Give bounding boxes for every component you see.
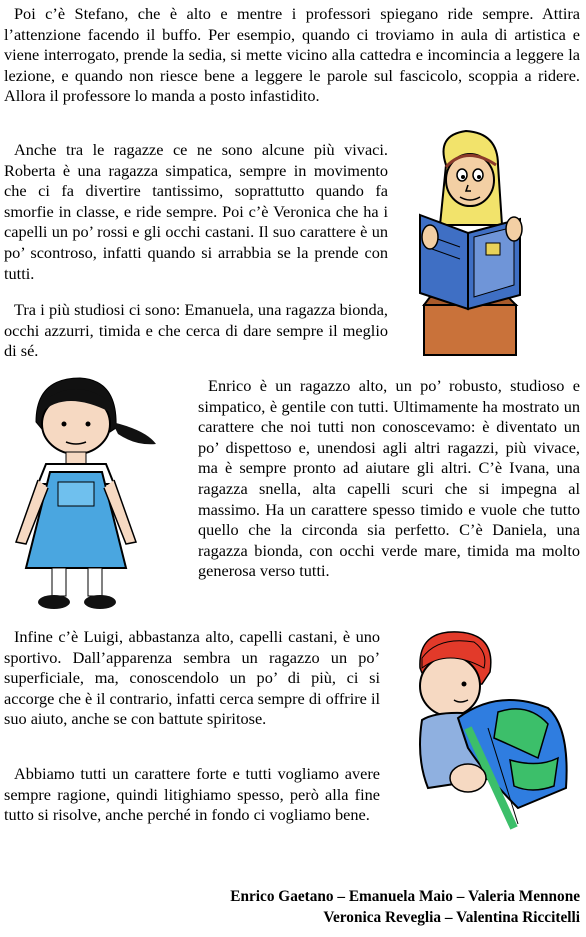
boy-with-backpack-icon: [398, 628, 580, 838]
authors-line-1: Enrico Gaetano – Emanuela Maio – Valeria Mennone: [230, 888, 580, 905]
paragraph-stefano: Poi c’è Stefano, che è alto e mentre i professori spiegano ride sempre. Attira l’attenzione facendo il buffo. Per esempio, quando ci troviamo in aula di artistica e viene interrogato, prende la sedia, si mette vicino alla cattedra e incomincia a leggere la lezione, e quando non riesce bene a leggere le parole sul fascicolo, scoppia a ridere. Allora il professore lo manda a posto infastidito.: [4, 4, 580, 106]
paragraph-conclusion: Abbiamo tutti un carattere forte e tutti vogliamo avere sempre ragione, quindi litighiamo spesso, però alla fine tutto si risolve, anche perché in fondo ci vogliamo bene.: [4, 764, 380, 825]
paragraph-roberta-veronica: Anche tra le ragazze ce ne sono alcune più vivaci. Roberta è una ragazza simpatica, sempre in movimento che ci fa divertire tantissimo, soprattutto quando fa smorfie in classe, e ride sempre. Poi c’è Veronica che ha i capelli un po’ rossi e gli occhi castani. Il suo carattere è un po’ scontroso, infatti quando si arrabbia se la prende con tutti.: [4, 140, 388, 283]
paragraph-enrico-ivana-daniela: Enrico è un ragazzo alto, un po’ robusto, studioso e simpatico, è gentile con tutti. Ultimamente ha mostrato un carattere che noi tutti non conoscevamo: è diventato un po’ dispettoso e, unendosi agli altri ragazzi, più vivace, ma è sempre pronto ad aiutare gli altri. C’è Ivana, una ragazza snella, alta capelli scuri che si impegna al massimo. Ha un carattere spesso timido e vuole che tutto quello che la circonda sia perfetto. C’è Daniela, una ragazza bionda, con occhi verde mare, timida ma molto generosa verso tutti.: [198, 376, 580, 581]
girl-in-blue-dress-icon: [6, 372, 166, 612]
paragraph-luigi: Infine c’è Luigi, abbastanza alto, capelli castani, è uno sportivo. Dall’apparenza sembra un ragazzo un po’ superficiale, ma, conoscendolo un po’ di più, ci si accorge che è il contrario, infatti cerca sempre di offrire il suo aiuto, anche se con battute spiritose.: [4, 627, 380, 729]
authors-line-2: Veronica Reveglia – Valentina Riccitelli: [323, 909, 580, 926]
girl-reading-book-icon: [416, 125, 526, 360]
paragraph-emanuela: Tra i più studiosi ci sono: Emanuela, una ragazza bionda, occhi azzurri, timida e che cerca di dare sempre il meglio di sé.: [4, 300, 388, 361]
authors-signature: [230, 886, 580, 928]
